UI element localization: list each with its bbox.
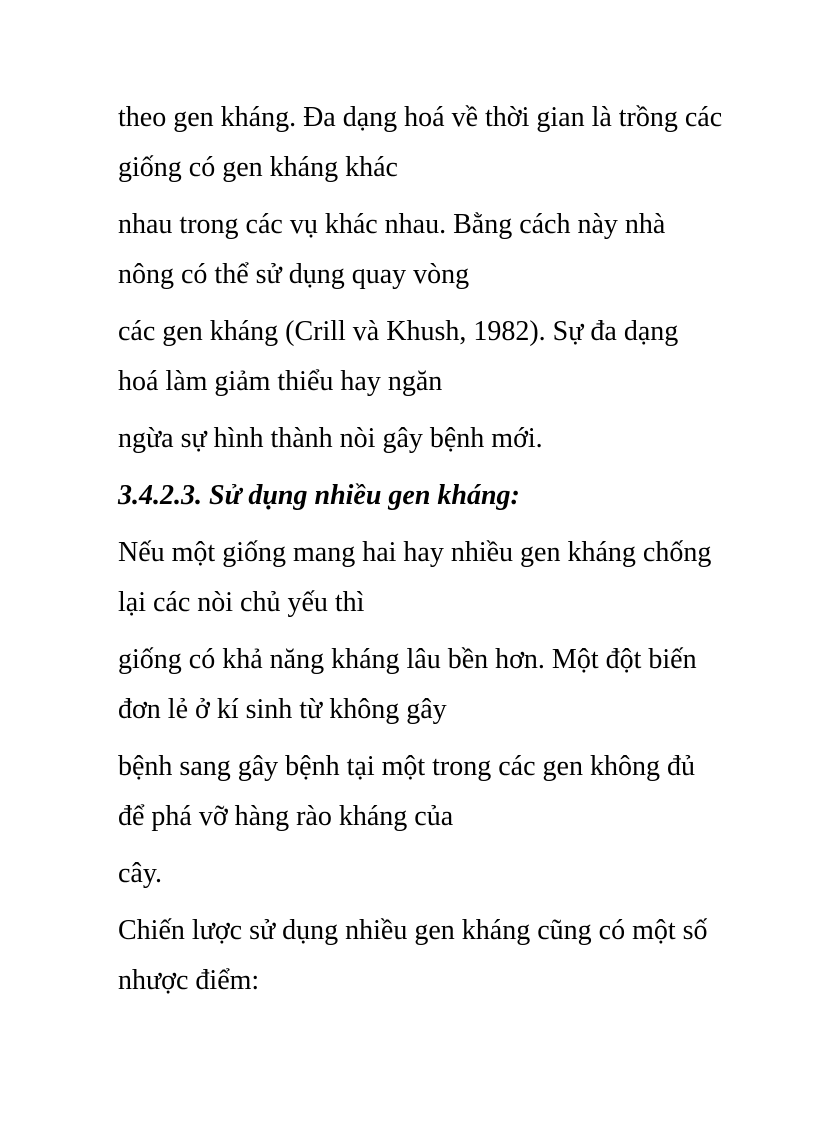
text-line: hoá làm giảm thiểu hay ngăn [118, 366, 443, 397]
text-line: giống có khả năng kháng lâu bền hơn. Một đột biến [118, 644, 697, 675]
text-line: nông có thể sử dụng quay vòng [118, 259, 470, 290]
text-line: cây. [118, 858, 163, 889]
text-line: để phá vỡ hàng rào kháng của [118, 801, 454, 832]
text-line: lại các nòi chủ yếu thì [118, 587, 365, 618]
text-line: nhược điểm: [118, 965, 260, 996]
text-line: đơn lẻ ở kí sinh từ không gây [118, 694, 447, 725]
text-line: các gen kháng (Crill và Khush, 1982). Sự đa dạng [118, 316, 679, 347]
text-line: Nếu một giống mang hai hay nhiều gen kháng chống [118, 537, 712, 568]
text-line: nhau trong các vụ khác nhau. Bằng cách này nhà [118, 209, 666, 240]
text-line: theo gen kháng. Đa dạng hoá về thời gian là trồng các [118, 102, 723, 133]
text-line: giống có gen kháng khác [118, 152, 398, 183]
text-line: ngừa sự hình thành nòi gây bệnh mới. [118, 423, 543, 454]
section-heading: 3.4.2.3. Sử dụng nhiều gen kháng: [118, 480, 520, 511]
text-line: bệnh sang gây bệnh tại một trong các gen không đủ [118, 751, 695, 782]
text-line: Chiến lược sử dụng nhiều gen kháng cũng có một số [118, 915, 708, 946]
